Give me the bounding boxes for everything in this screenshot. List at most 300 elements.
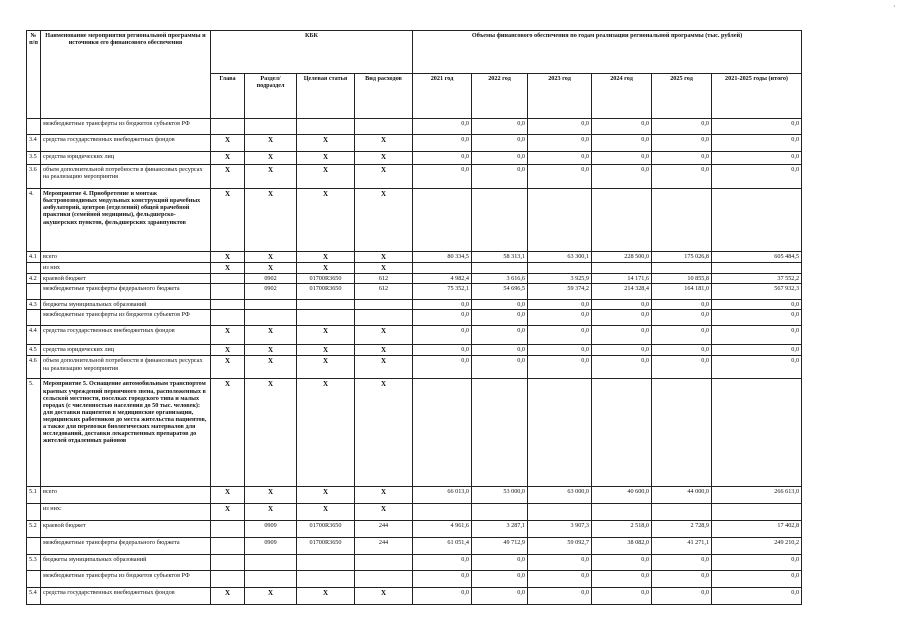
value-cell: 0,0 [652, 300, 712, 310]
value-cell: 0,0 [472, 300, 528, 310]
value-cell: 3 925,9 [528, 274, 592, 284]
value-cell: 0,0 [528, 571, 592, 588]
value-cell: 0,0 [712, 300, 802, 310]
row-name: объем дополнительной потребности в финансовых ресурсах на реализацию мероприятия [41, 165, 211, 189]
value-cell: 0,0 [472, 119, 528, 135]
value-cell: 0,0 [712, 588, 802, 605]
row-name: средства государственных внебюджетных фондов [41, 588, 211, 605]
value-cell: 0,0 [472, 135, 528, 152]
kbk-vid [355, 310, 413, 326]
row-number [27, 263, 41, 274]
header-name: Наименование мероприятия региональной программы и источники его финансового обеспечения [41, 31, 211, 119]
kbk-razdel: X [245, 379, 297, 487]
value-cell [528, 263, 592, 274]
value-cell: 0,0 [413, 119, 472, 135]
header-year-2021: 2021 год [413, 74, 472, 119]
table-row [27, 326, 802, 345]
kbk-vid [355, 571, 413, 588]
kbk-razdel: X [245, 345, 297, 356]
kbk-stat [297, 310, 355, 326]
value-cell: 0,0 [712, 165, 802, 189]
kbk-glava: X [211, 588, 245, 605]
row-number: 3.6 [27, 165, 41, 189]
value-cell: 0,0 [592, 152, 652, 165]
row-number [27, 571, 41, 588]
value-cell: 0,0 [413, 555, 472, 571]
kbk-glava: X [211, 326, 245, 345]
kbk-vid: X [355, 252, 413, 263]
kbk-glava: X [211, 504, 245, 521]
value-cell: 0,0 [712, 135, 802, 152]
value-cell: 0,0 [413, 356, 472, 379]
value-cell [528, 504, 592, 521]
value-cell: 41 271,1 [652, 538, 712, 555]
value-cell: 58 313,1 [472, 252, 528, 263]
value-cell: 0,0 [592, 588, 652, 605]
header-stat: Целевая статья [297, 74, 355, 119]
table-row [27, 379, 802, 487]
value-cell: 0,0 [712, 310, 802, 326]
row-number: 5.2 [27, 521, 41, 538]
kbk-glava [211, 521, 245, 538]
kbk-vid: X [355, 263, 413, 274]
table-row [27, 135, 802, 152]
value-cell: 0,0 [592, 165, 652, 189]
kbk-glava: X [211, 135, 245, 152]
header-razdel: Раздел/ подраздел [245, 74, 297, 119]
value-cell [528, 379, 592, 487]
value-cell: 0,0 [712, 119, 802, 135]
value-cell: 14 171,6 [592, 274, 652, 284]
value-cell: 0,0 [652, 555, 712, 571]
table-row [27, 521, 802, 538]
value-cell: 53 000,0 [472, 487, 528, 504]
value-cell [472, 263, 528, 274]
value-cell: 49 712,9 [472, 538, 528, 555]
value-cell [413, 263, 472, 274]
kbk-vid: X [355, 189, 413, 252]
kbk-vid: X [355, 487, 413, 504]
value-cell: 0,0 [472, 571, 528, 588]
table-row [27, 538, 802, 555]
value-cell [652, 189, 712, 252]
value-cell: 0,0 [472, 555, 528, 571]
header-year-2023: 2023 год [528, 74, 592, 119]
value-cell: 0,0 [712, 152, 802, 165]
kbk-glava: X [211, 487, 245, 504]
row-number: 5. [27, 379, 41, 487]
value-cell: 63 000,0 [528, 487, 592, 504]
kbk-vid: X [355, 326, 413, 345]
value-cell: 0,0 [652, 356, 712, 379]
kbk-vid: 612 [355, 274, 413, 284]
kbk-stat: X [297, 504, 355, 521]
kbk-razdel [245, 119, 297, 135]
value-cell: 0,0 [712, 356, 802, 379]
table-row [27, 119, 802, 135]
value-cell: 61 051,4 [413, 538, 472, 555]
value-cell: 0,0 [592, 119, 652, 135]
kbk-vid: X [355, 345, 413, 356]
row-number: 5.4 [27, 588, 41, 605]
value-cell: 0,0 [472, 152, 528, 165]
kbk-stat: X [297, 165, 355, 189]
value-cell [652, 263, 712, 274]
kbk-vid: X [355, 152, 413, 165]
value-cell: 0,0 [712, 571, 802, 588]
kbk-razdel: X [245, 504, 297, 521]
kbk-glava: X [211, 165, 245, 189]
kbk-glava [211, 538, 245, 555]
row-number: 4.1 [27, 252, 41, 263]
value-cell [712, 189, 802, 252]
kbk-glava [211, 300, 245, 310]
kbk-razdel: X [245, 135, 297, 152]
kbk-stat: X [297, 326, 355, 345]
value-cell: 0,0 [528, 326, 592, 345]
row-name: Мероприятие 5. Оснащение автомобильным транспортом краевых учреждений первичного звена, расположенных в сельской местности, поселках городского типа и малых городах (с численностью населения до 50 тыс. человек): для доставки пациентов в медицинские организации, медицинских работников до места жительства пациентов, а также для перевозки биологических материалов для исследований, доставки лекарственных препаратов до жителей отдаленных районов [41, 379, 211, 487]
row-name: средства государственных внебюджетных фондов [41, 135, 211, 152]
value-cell [413, 504, 472, 521]
value-cell: 0,0 [413, 345, 472, 356]
value-cell: 4 982,4 [413, 274, 472, 284]
value-cell: 0,0 [592, 356, 652, 379]
row-number: 4.6 [27, 356, 41, 379]
header-year-2025: 2025 год [652, 74, 712, 119]
kbk-stat [297, 571, 355, 588]
value-cell: 228 500,0 [592, 252, 652, 263]
value-cell: 0,0 [528, 135, 592, 152]
kbk-vid: X [355, 356, 413, 379]
value-cell: 0,0 [592, 326, 652, 345]
header-year-2024: 2024 год [592, 74, 652, 119]
kbk-razdel: X [245, 165, 297, 189]
value-cell [528, 189, 592, 252]
kbk-glava: X [211, 356, 245, 379]
row-name: межбюджетные трансферты из бюджетов субъектов РФ [41, 310, 211, 326]
kbk-vid: 244 [355, 521, 413, 538]
kbk-razdel: X [245, 487, 297, 504]
value-cell: 0,0 [413, 588, 472, 605]
kbk-vid: X [355, 165, 413, 189]
value-cell: 0,0 [652, 135, 712, 152]
value-cell: 0,0 [528, 356, 592, 379]
kbk-glava [211, 571, 245, 588]
row-number: 4.4 [27, 326, 41, 345]
value-cell [413, 189, 472, 252]
kbk-stat: X [297, 252, 355, 263]
value-cell: 37 552,2 [712, 274, 802, 284]
value-cell: 40 600,0 [592, 487, 652, 504]
table-row [27, 588, 802, 605]
kbk-razdel: X [245, 152, 297, 165]
value-cell: 17 402,8 [712, 521, 802, 538]
value-cell: 0,0 [592, 310, 652, 326]
kbk-glava [211, 274, 245, 284]
value-cell: 63 300,1 [528, 252, 592, 263]
kbk-stat: X [297, 263, 355, 274]
row-number [27, 504, 41, 521]
header-kbk: КБК [211, 31, 413, 74]
kbk-vid: X [355, 379, 413, 487]
value-cell: 75 352,1 [413, 284, 472, 300]
value-cell: 0,0 [472, 310, 528, 326]
value-cell: 0,0 [413, 165, 472, 189]
row-name: бюджеты муниципальных образований [41, 300, 211, 310]
value-cell [413, 379, 472, 487]
value-cell: 0,0 [652, 326, 712, 345]
value-cell: 249 210,2 [712, 538, 802, 555]
value-cell: 0,0 [413, 571, 472, 588]
table-row [27, 487, 802, 504]
value-cell: 4 961,6 [413, 521, 472, 538]
table-row [27, 263, 802, 274]
value-cell: 0,0 [472, 326, 528, 345]
value-cell: 0,0 [592, 571, 652, 588]
kbk-vid [355, 300, 413, 310]
value-cell: 266 613,0 [712, 487, 802, 504]
kbk-razdel [245, 555, 297, 571]
value-cell [592, 263, 652, 274]
row-name: из них [41, 263, 211, 274]
kbk-razdel: X [245, 326, 297, 345]
kbk-stat: X [297, 487, 355, 504]
value-cell: 0,0 [413, 300, 472, 310]
row-number: 4.5 [27, 345, 41, 356]
table-row [27, 152, 802, 165]
table-row [27, 356, 802, 379]
value-cell: 0,0 [528, 588, 592, 605]
value-cell: 0,0 [528, 310, 592, 326]
row-number [27, 310, 41, 326]
table-row [27, 571, 802, 588]
value-cell: 3 287,1 [472, 521, 528, 538]
kbk-glava [211, 310, 245, 326]
kbk-glava: X [211, 189, 245, 252]
value-cell: 0,0 [652, 119, 712, 135]
kbk-razdel: X [245, 252, 297, 263]
kbk-stat: X [297, 356, 355, 379]
value-cell: 0,0 [472, 356, 528, 379]
table-row [27, 274, 802, 284]
table-row [27, 555, 802, 571]
value-cell: 0,0 [528, 152, 592, 165]
kbk-vid: X [355, 135, 413, 152]
table-row [27, 284, 802, 300]
kbk-razdel: 0902 [245, 274, 297, 284]
value-cell [712, 504, 802, 521]
kbk-razdel: 0909 [245, 521, 297, 538]
value-cell: 0,0 [712, 345, 802, 356]
kbk-stat: X [297, 152, 355, 165]
value-cell: 0,0 [472, 588, 528, 605]
table-row [27, 189, 802, 252]
kbk-stat [297, 119, 355, 135]
value-cell: 3 616,6 [472, 274, 528, 284]
value-cell: 59 374,2 [528, 284, 592, 300]
value-cell: 0,0 [413, 152, 472, 165]
kbk-stat: X [297, 588, 355, 605]
value-cell: 567 932,3 [712, 284, 802, 300]
value-cell: 54 696,5 [472, 284, 528, 300]
row-name: всего [41, 487, 211, 504]
kbk-razdel: 0909 [245, 538, 297, 555]
kbk-stat: X [297, 379, 355, 487]
header-vid: Вид расходов [355, 74, 413, 119]
value-cell: 0,0 [592, 555, 652, 571]
value-cell: 0,0 [528, 300, 592, 310]
row-number [27, 284, 41, 300]
row-number [27, 119, 41, 135]
kbk-stat [297, 300, 355, 310]
value-cell: 0,0 [528, 165, 592, 189]
kbk-razdel [245, 300, 297, 310]
kbk-glava: X [211, 252, 245, 263]
value-cell: 0,0 [413, 310, 472, 326]
row-number: 3.4 [27, 135, 41, 152]
row-name: краевой бюджет [41, 274, 211, 284]
row-name: всего [41, 252, 211, 263]
kbk-vid [355, 119, 413, 135]
value-cell [592, 379, 652, 487]
header-glava: Глава [211, 74, 245, 119]
table-row [27, 165, 802, 189]
value-cell: 0,0 [528, 555, 592, 571]
value-cell: 0,0 [652, 152, 712, 165]
row-name: средства государственных внебюджетных фондов [41, 326, 211, 345]
value-cell: 214 328,4 [592, 284, 652, 300]
kbk-glava [211, 119, 245, 135]
value-cell: 0,0 [592, 345, 652, 356]
row-name: объем дополнительной потребности в финансовых ресурсах на реализацию мероприятия [41, 356, 211, 379]
row-number: 4. [27, 189, 41, 252]
row-name: Мероприятие 4. Приобретение и монтаж быстровозводимых модульных конструкций врачебных амбулаторий, центров (отделений) общей врачебной практики (семейной медицины), фельдшерско-акушерских пунктов, фельдшерских здравпунктов [41, 189, 211, 252]
kbk-stat: X [297, 345, 355, 356]
table-row [27, 252, 802, 263]
value-cell: 164 181,0 [652, 284, 712, 300]
value-cell: 0,0 [472, 345, 528, 356]
value-cell [652, 379, 712, 487]
row-name: краевой бюджет [41, 521, 211, 538]
value-cell: 0,0 [592, 300, 652, 310]
kbk-vid: X [355, 504, 413, 521]
row-name: средства юридических лиц [41, 345, 211, 356]
row-name: межбюджетные трансферты федерального бюджета [41, 538, 211, 555]
kbk-vid: X [355, 588, 413, 605]
kbk-razdel [245, 571, 297, 588]
table-row [27, 504, 802, 521]
kbk-glava [211, 284, 245, 300]
value-cell: 2 518,0 [592, 521, 652, 538]
value-cell [472, 504, 528, 521]
kbk-vid: 612 [355, 284, 413, 300]
value-cell [712, 379, 802, 487]
row-number: 3.5 [27, 152, 41, 165]
kbk-glava: X [211, 345, 245, 356]
kbk-vid [355, 555, 413, 571]
kbk-razdel: 0902 [245, 284, 297, 300]
kbk-stat: 01700R3650 [297, 521, 355, 538]
header-year-2022: 2022 год [472, 74, 528, 119]
row-number: 4.3 [27, 300, 41, 310]
table-row [27, 310, 802, 326]
value-cell: 0,0 [528, 119, 592, 135]
value-cell: 0,0 [652, 345, 712, 356]
kbk-glava [211, 555, 245, 571]
value-cell: 0,0 [413, 326, 472, 345]
kbk-stat: 01700R3650 [297, 274, 355, 284]
kbk-vid: 244 [355, 538, 413, 555]
value-cell: 44 000,0 [652, 487, 712, 504]
value-cell: 38 082,0 [592, 538, 652, 555]
row-number: 5.3 [27, 555, 41, 571]
kbk-glava: X [211, 379, 245, 487]
value-cell: 3 907,3 [528, 521, 592, 538]
row-name: межбюджетные трансферты из бюджетов субъектов РФ [41, 119, 211, 135]
kbk-razdel: X [245, 356, 297, 379]
header-num: № п/п [27, 31, 41, 119]
value-cell: 0,0 [712, 326, 802, 345]
kbk-stat: 01700R3650 [297, 284, 355, 300]
value-cell: 0,0 [652, 571, 712, 588]
budget-table [26, 30, 802, 605]
row-name: средства юридических лиц [41, 152, 211, 165]
row-name: межбюджетные трансферты федерального бюджета [41, 284, 211, 300]
value-cell: 0,0 [652, 310, 712, 326]
header-volumes: Объемы финансового обеспечения по годам реализации региональной программы (тыс. рублей) [413, 31, 802, 74]
value-cell: 66 013,0 [413, 487, 472, 504]
value-cell: 80 334,5 [413, 252, 472, 263]
value-cell: 0,0 [413, 135, 472, 152]
row-number: 5.1 [27, 487, 41, 504]
value-cell: 0,0 [712, 555, 802, 571]
kbk-razdel: X [245, 263, 297, 274]
value-cell: 0,0 [652, 165, 712, 189]
row-number [27, 538, 41, 555]
value-cell: 175 026,8 [652, 252, 712, 263]
corner-mark: · [893, 2, 896, 11]
kbk-stat: X [297, 189, 355, 252]
row-number: 4.2 [27, 274, 41, 284]
table-body [27, 119, 802, 605]
kbk-stat: X [297, 135, 355, 152]
kbk-razdel: X [245, 588, 297, 605]
table-row [27, 300, 802, 310]
value-cell: 0,0 [592, 135, 652, 152]
value-cell [652, 504, 712, 521]
document-page [26, 30, 801, 605]
value-cell [592, 504, 652, 521]
value-cell [712, 263, 802, 274]
row-name: из них: [41, 504, 211, 521]
row-name: бюджеты муниципальных образований [41, 555, 211, 571]
value-cell: 59 092,7 [528, 538, 592, 555]
value-cell: 10 855,8 [652, 274, 712, 284]
value-cell [472, 189, 528, 252]
kbk-glava: X [211, 263, 245, 274]
kbk-razdel: X [245, 189, 297, 252]
kbk-stat [297, 555, 355, 571]
value-cell [472, 379, 528, 487]
value-cell: 0,0 [528, 345, 592, 356]
kbk-razdel [245, 310, 297, 326]
value-cell: 0,0 [472, 165, 528, 189]
value-cell: 0,0 [652, 588, 712, 605]
kbk-stat: 01700R3650 [297, 538, 355, 555]
header-year-total: 2021-2025 годы (итого) [712, 74, 802, 119]
value-cell: 605 484,5 [712, 252, 802, 263]
value-cell: 2 728,9 [652, 521, 712, 538]
